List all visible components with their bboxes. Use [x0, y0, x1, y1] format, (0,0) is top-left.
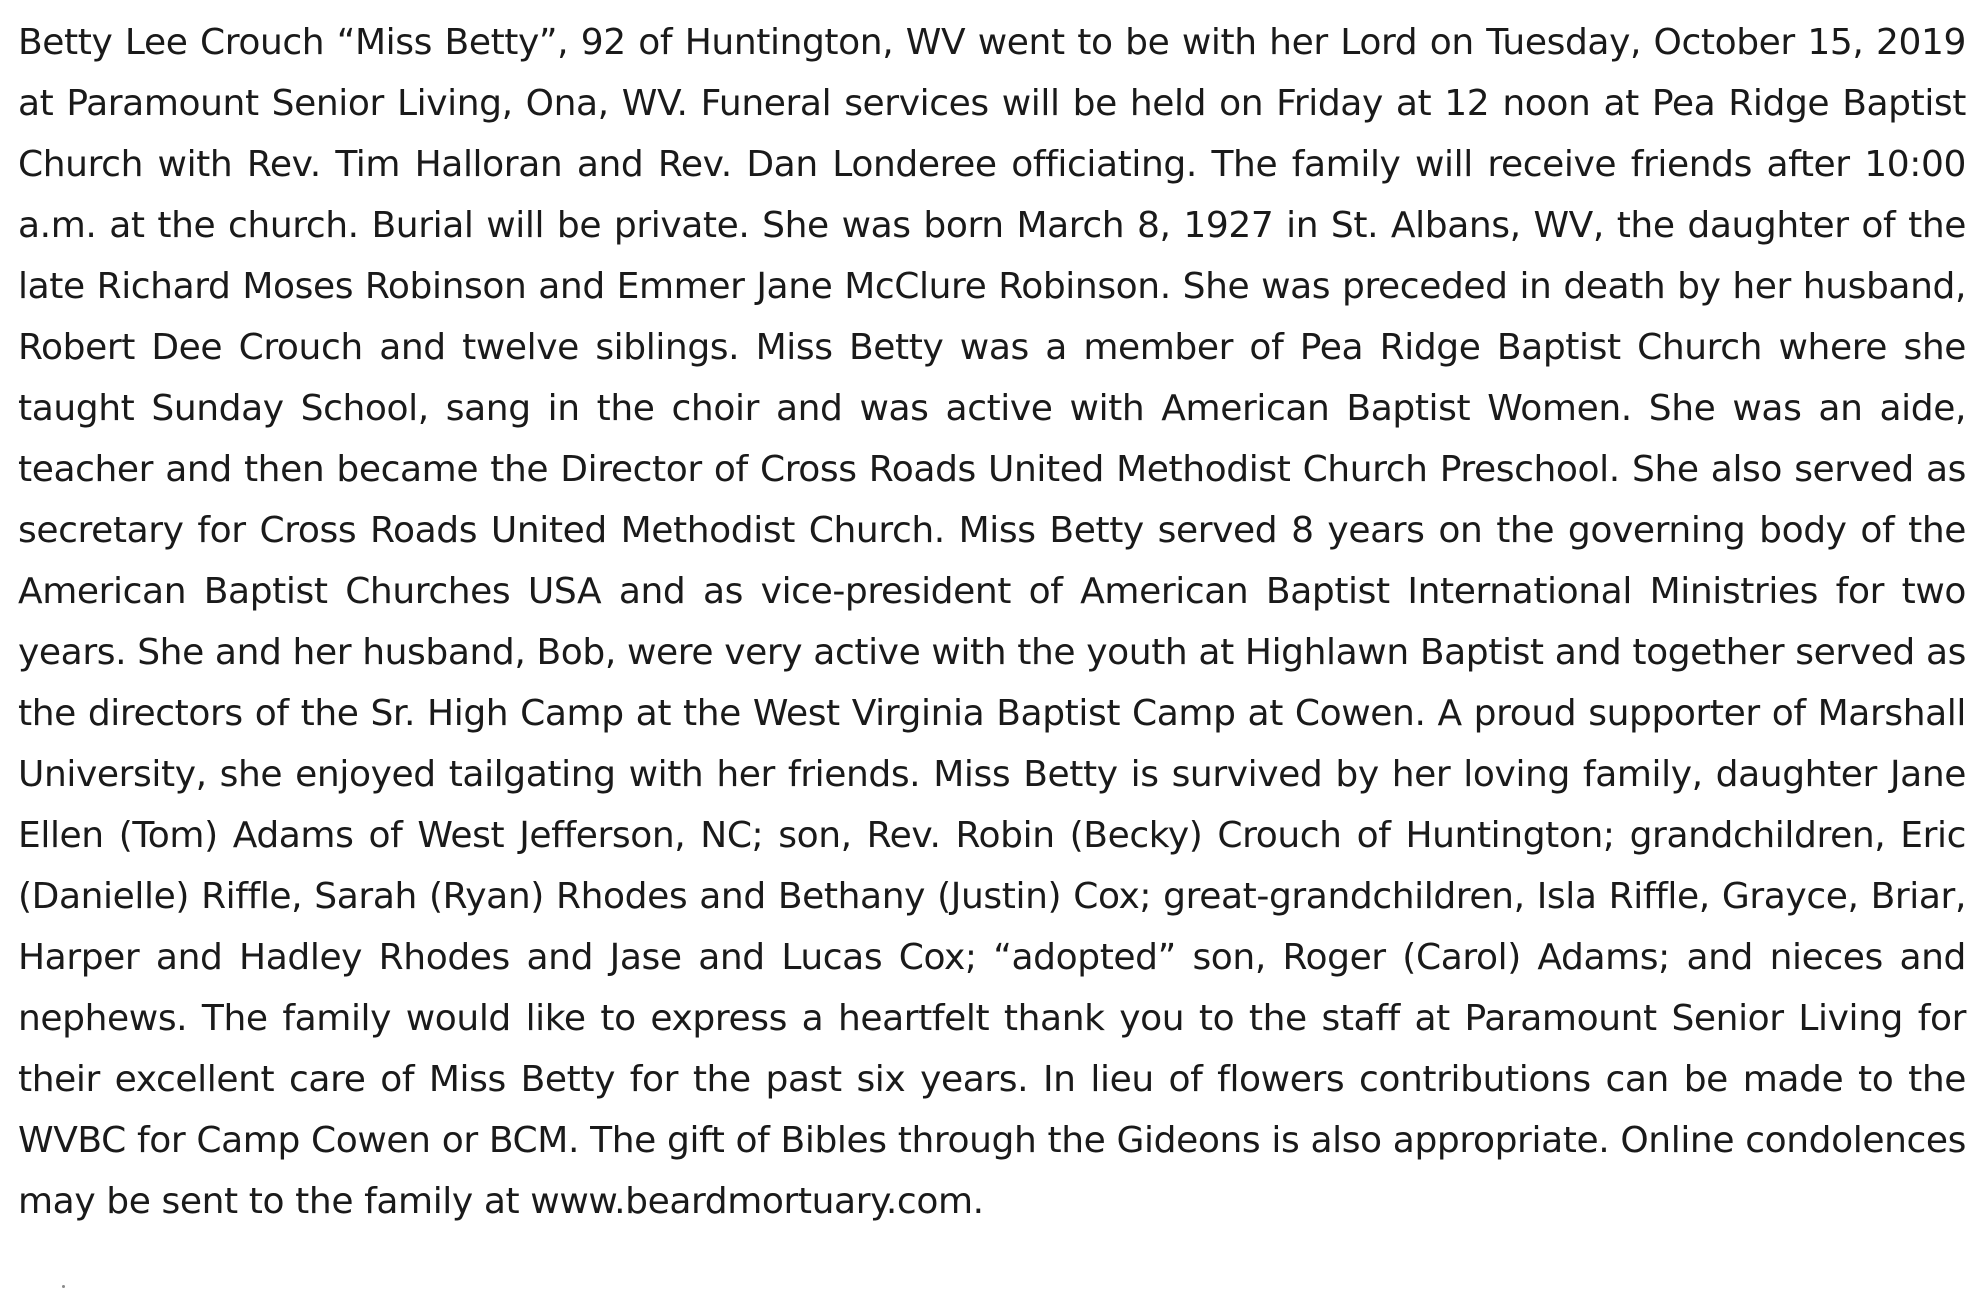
- scan-speck: [62, 1285, 65, 1288]
- obituary-paragraph: Betty Lee Crouch “Miss Betty”, 92 of Huntington, WV went to be with her Lord on Tuesday, October 15, 2019 at Paramount Senior Living, Ona, WV. Funeral services will be held on Friday at 12 noon at Pea Ridge Baptist Church with Rev. Tim Halloran and Rev. Dan Londeree officiating. The family will receive friends after 10:00 a.m. at the church. Burial will be private. She was born March 8, 1927 in St. Albans, WV, the daughter of the late Richard Moses Robinson and Emmer Jane McClure Robinson. She was preceded in death by her husband, Robert Dee Crouch and twelve siblings. Miss Betty was a member of Pea Ridge Baptist Church where she taught Sunday School, sang in the choir and was active with American Baptist Women. She was an aide, teacher and then became the Director of Cross Roads United Methodist Church Preschool. She also served as secretary for Cross Roads United Methodist Church. Miss Betty served 8 years on the governing body of the American Baptist Churches USA and as vice-president of American Baptist International Ministries for two years. She and her husband, Bob, were very active with the youth at Highlawn Baptist and together served as the directors of the Sr. High Camp at the West Virginia Baptist Camp at Cowen. A proud supporter of Marshall University, she enjoyed tailgating with her friends. Miss Betty is survived by her loving family, daughter Jane Ellen (Tom) Adams of West Jefferson, NC; son, Rev. Robin (Becky) Crouch of Huntington; grandchildren, Eric (Danielle) Riffle, Sarah (Ryan) Rhodes and Bethany (Justin) Cox; great-grandchildren, Isla Riffle, Grayce, Briar, Harper and Hadley Rhodes and Jase and Lucas Cox; “adopted” son, Roger (Carol) Adams; and nieces and nephews. The family would like to express a heartfelt thank you to the staff at Paramount Senior Living for their excellent care of Miss Betty for the past six years. In lieu of flowers contributions can be made to the WVBC for Camp Cowen or BCM. The gift of Bibles through the Gideons is also appropriate. Online condolences may be sent to the family at www.beardmortuary.com.: [18, 22, 1966, 1222]
